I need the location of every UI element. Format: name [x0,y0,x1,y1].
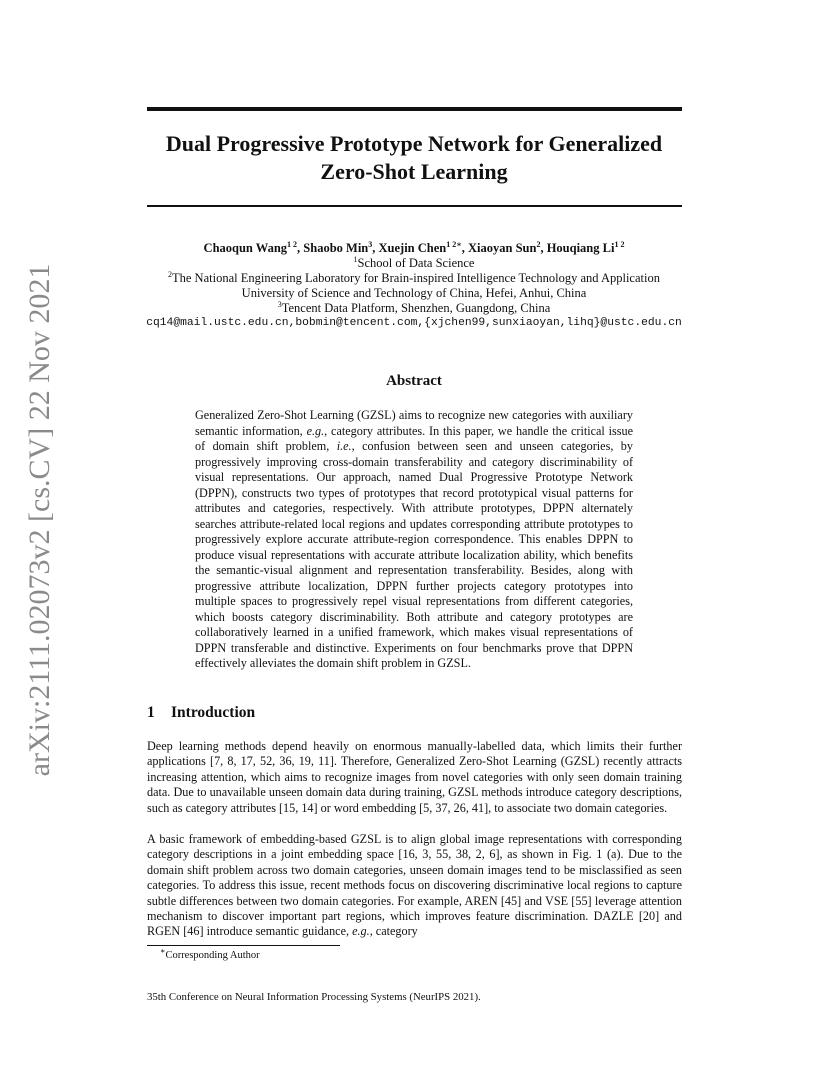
author-affiliation-mark: 1 2 [614,239,625,249]
section-heading-introduction [147,704,255,722]
author-block [80,241,748,331]
affiliation-2: $^2$The National Engineering Laboratory for Brain-inspired Intelligence Technology and Application [168,269,660,285]
abstract-text [195,408,633,672]
abstract-paragraph: Generalized Zero-Shot Learning (GZSL) aims to recognize new categories with auxiliary semantic information, e.g., category attributes. In this paper, we handle the critical issue of domain shift problem, i.e., confusion between seen and unseen categories, by progressively improving cross-domain transferability and category discriminability of visual representations. Our approach, named Dual Progressive Prototype Network (DPPN), constructs two types of prototypes that record prototypical visual patterns for attributes and categories, respectively. With attribute prototypes, DPPN alternately searches attribute-related local regions and updates corresponding attribute prototypes to progressively explore accurate attribute-region correspondence. This enables DPPN to produce visual representations with accurate attribute localization ability, which benefits the semantic-visual alignment and representation transferability. Besides, along with progressive attribute localization, DPPN further projects category prototypes into multiple spaces to progressively repel visual representations from different categories, which boosts category discriminability. Both attribute and category prototypes are collaboratively learned in a unified framework, which makes visual representations of DPPN transferable and distinctive. Experiments on four benchmarks prove that DPPN effectively alleviates the domain shift problem in GZSL. [195,408,634,670]
title-line-2: Zero-Shot Learning [320,159,508,184]
author-name: Shaobo Min [303,241,369,255]
author-emails: cq14@mail.ustc.edu.cn,bobmin@tencent.com,{xjchen99,sunxiaoyan,lihq}@ustc.edu.cn [146,317,682,329]
paper-title [100,130,728,186]
affiliation-1: $^1$School of Data Science [353,254,475,270]
author-affiliation-mark: 1 2 [287,239,298,249]
title-top-rule [147,107,682,111]
affiliation-3: $^3$Tencent Data Platform, Shenzhen, Guangdong, China [277,299,551,315]
conference-note: 35th Conference on Neural Information Processing Systems (NeurIPS 2021). [147,991,481,1003]
footnote-mark: ∗ [160,946,166,956]
author-name: Chaoqun Wang [203,241,288,255]
author-affiliation-mark: 2 [536,239,541,249]
title-bottom-rule [147,205,682,207]
author-affiliation-mark: 3 [368,239,373,249]
abstract-heading: Abstract [386,373,442,389]
intro-paragraph-2: A basic framework of embedding-based GZSL is to align global image representations with corresponding category descriptions in a joint embedding space [16, 3, 55, 38, 2, 6], as shown in Fig. 1 (a). Due to the domain shift problem across two domain categories, unseen domain images tend to be misclassified as seen categories. To address this issue, recent methods focus on discovering discriminative local regions to capture subtle differences between two domain categories. For example, AREN [45] and VSE [55] leverage attention mechanism to discover important part regions, which improves feature discrimination. DAZLE [20] and RGEN [46] introduce semantic guidance, e.g., category [147,832,682,939]
section-number: 1 [147,704,155,721]
corresponding-author-mark: ∗ [456,239,462,249]
affiliation-2-address: University of Science and Technology of China, Hefei, Anhui, China [241,286,587,300]
arxiv-identifier: arXiv:2111.02073v2 [cs.CV] 22 Nov 2021 [23,263,56,777]
intro-paragraph-1: Deep learning methods depend heavily on enormous manually-labelled data, which limits their further applications [7, 8, 17, 52, 36, 19, 11]. Therefore, Generalized Zero-Shot Learning (GZSL) recently attracts increasing attention, which aims to recognize images from novel categories with only seen domain training data. Due to unavailable unseen domain data during training, GZSL methods introduce category descriptions, such as category attributes [15, 14] or word embedding [5, 37, 26, 41], to associate two domain categories. [147,739,682,815]
author-affiliation-mark: 1 2∗ [446,239,462,249]
footnote: ∗Corresponding Author [160,946,260,961]
section-title: Introduction [171,704,256,721]
footnote-rule [147,945,340,946]
title-line-1: Dual Progressive Prototype Network for Generalized [165,131,663,156]
author-names: Chaoqun Wang$^{1 2}$, Shaobo Min$^3$, Xuejin Chen$^{1 2∗}$, Xiaoyan Sun$^2$, Houqiang $Li^{1 2}$ [203,239,625,255]
author-name: Xiaoyan Sun [468,241,537,255]
author-name: Xuejin Chen [378,241,447,255]
author-name: Houqiang Li [546,241,615,255]
